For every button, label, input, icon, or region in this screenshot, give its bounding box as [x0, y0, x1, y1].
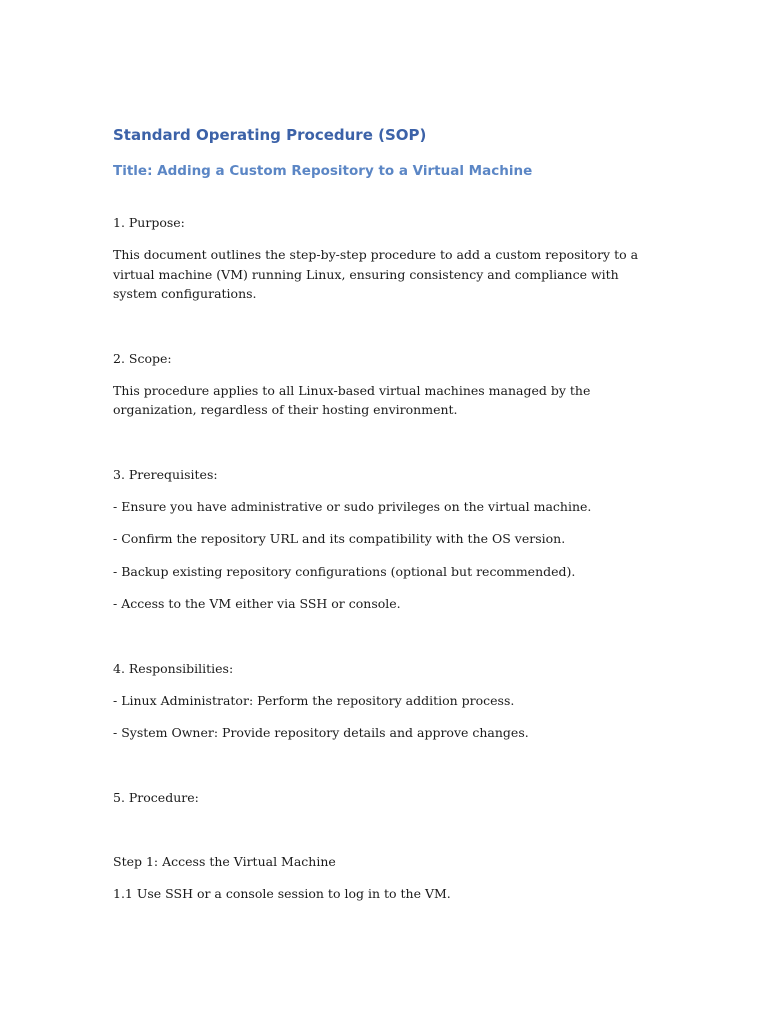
document-content [113, 124, 658, 903]
step1-item: 1.1 Use SSH or a console session to log in to the VM. [113, 885, 451, 901]
prerequisite-item: - Ensure you have administrative or sudo privileges on the virtual machine. [113, 498, 592, 514]
procedure-heading: 5. Procedure: [113, 789, 199, 805]
prerequisite-item: - Confirm the repository URL and its compatibility with the OS version. [113, 531, 566, 546]
document-subtitle: Title: Adding a Custom Repository to a Virtual Machine [113, 163, 533, 179]
prerequisite-item: - Backup existing repository configurations (optional but recommended). [113, 563, 576, 579]
document-title: Standard Operating Procedure (SOP) [113, 126, 427, 144]
responsibilities-heading: 4. Responsibilities: [113, 660, 234, 676]
purpose-heading: 1. Purpose: [113, 215, 185, 230]
responsibility-item: - Linux Administrator: Perform the repository addition process. [113, 692, 515, 708]
scope-heading: 2. Scope: [113, 350, 172, 366]
prerequisites-heading: 3. Prerequisites: [113, 466, 218, 482]
responsibility-item: - System Owner: Provide repository details and approve changes. [113, 725, 529, 740]
step1-heading: Step 1: Access the Virtual Machine [113, 853, 336, 869]
scope-text: This procedure applies to all Linux-based virtual machines managed by the organization, regardless of their hosting environment. [113, 382, 591, 417]
purpose-text: This document outlines the step-by-step procedure to add a custom repository to a virtual machine (VM) running Linux, ensuring consistency and compliance with system configurations. [113, 247, 639, 301]
prerequisite-item: - Access to the VM either via SSH or console. [113, 596, 401, 611]
